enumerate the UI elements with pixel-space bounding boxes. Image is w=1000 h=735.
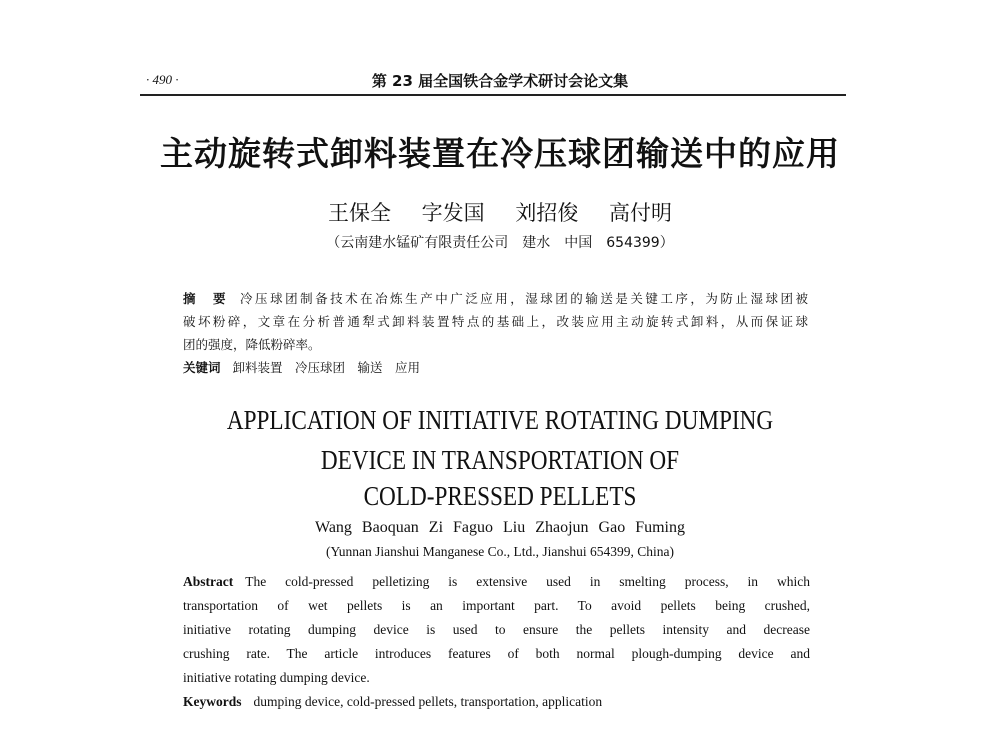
english-title-line: DEVICE IN TRANSPORTATION OF [320,445,680,475]
chinese-abstract-line [183,289,808,307]
header-rule [140,94,846,96]
abstract-label: 摘 要 [183,291,229,306]
english-authors: Wang Baoquan Zi Faguo Liu Zhaojun Gao Fuming [315,519,685,536]
english-abstract-line [183,574,810,590]
author: 高付明 [609,201,673,225]
keywords-label: 关键词 [183,360,221,375]
english-abstract-line: crushing rate. The article introduces features of both normal plough-dumping device and [183,646,810,661]
abstract-label: Abstract [183,574,234,589]
english-affiliation: (Yunnan Jianshui Manganese Co., Ltd., Jianshui 654399, China) [326,544,674,559]
keywords-text: 卸料装置 冷压球团 输送 应用 [232,360,421,375]
chinese-keywords [183,358,808,376]
english-abstract-line: transportation of wet pellets is an important part. To avoid pellets being crushed, [183,598,810,613]
author: 字发国 [421,201,485,225]
english-title-line: COLD-PRESSED PELLETS [363,481,637,511]
author: 刘招俊 [515,201,579,225]
keywords-label: Keywords [183,694,242,709]
chinese-authors [0,197,1000,227]
english-title-line: APPLICATION OF INITIATIVE ROTATING DUMPING [226,405,774,435]
chinese-abstract-line: 破坏粉碎，文章在分析普通犁式卸料装置特点的基础上，改装应用主动旋转式卸料，从而保证球 [183,314,808,329]
abstract-text: 冷压球团制备技术在冶炼生产中广泛应用，湿球团的输送是关键工序，为防止湿球团被 [240,291,808,306]
english-abstract-line: initiative rotating dumping device. [183,670,370,685]
chinese-abstract-line: 团的强度，降低粉碎率。 [183,337,321,352]
keywords-text: dumping device, cold-pressed pellets, transportation, application [253,694,603,709]
author: 王保全 [327,201,391,225]
chinese-title: 主动旋转式卸料装置在冷压球团输送中的应用 [160,134,840,173]
abstract-text: The cold-pressed pelletizing is extensive used in smelting process, in which [245,574,810,589]
english-abstract-line: initiative rotating dumping device is used to ensure the pellets intensity and decrease [183,622,810,637]
english-keywords [183,694,810,710]
page-number: · 490 · [146,72,179,87]
chinese-affiliation: （云南建水锰矿有限责任公司 建水 中国 654399） [326,235,674,251]
journal-header: 第 23 届全国铁合金学术研讨会论文集 [371,72,629,90]
